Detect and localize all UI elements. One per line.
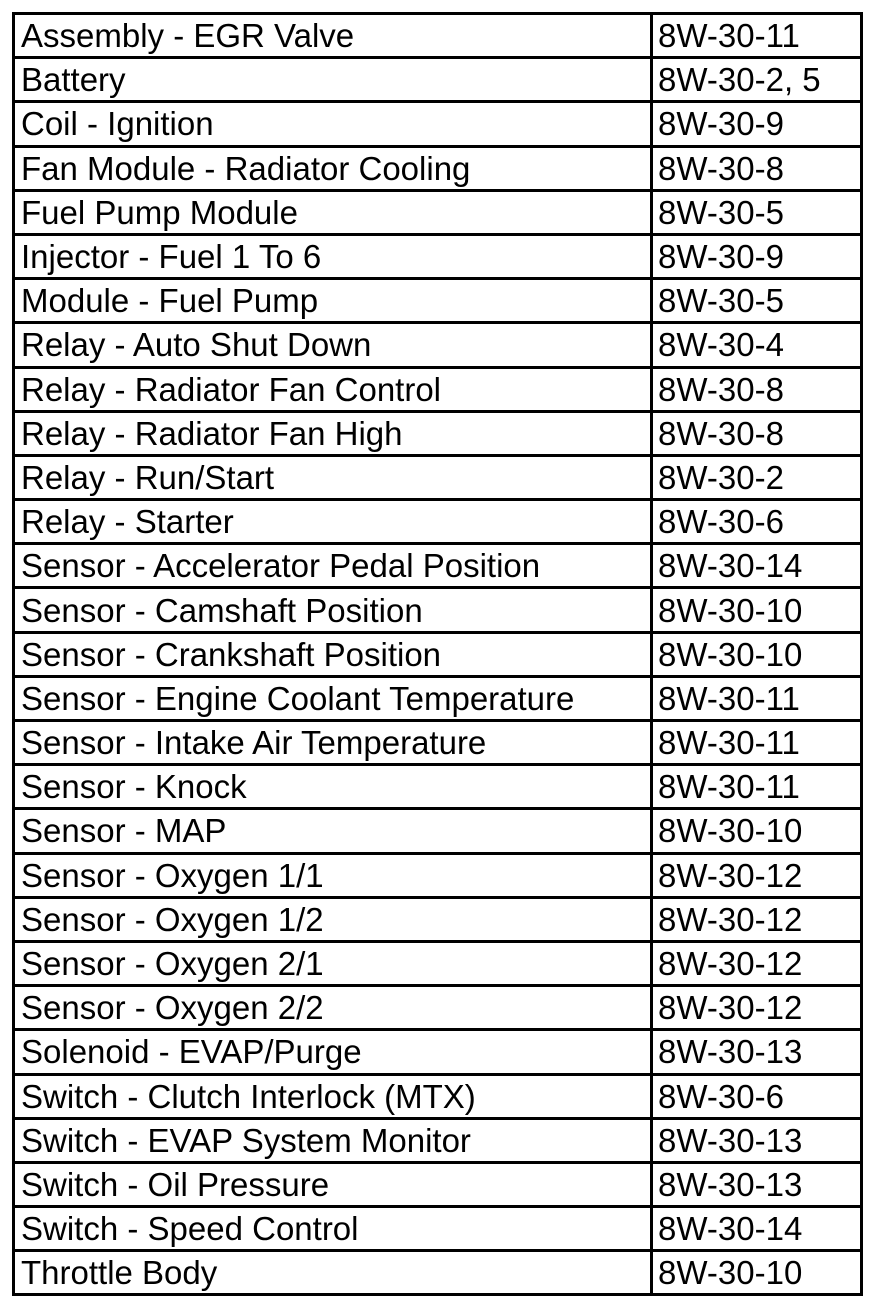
table-row xyxy=(14,1118,862,1162)
table-row xyxy=(14,809,862,853)
component-name-cell: Solenoid - EVAP/Purge xyxy=(14,1030,652,1074)
component-name-cell: Fuel Pump Module xyxy=(14,190,652,234)
page-reference-cell: 8W-30-8 xyxy=(652,146,862,190)
component-name-cell: Sensor - Camshaft Position xyxy=(14,588,652,632)
table-row xyxy=(14,14,862,58)
table-row xyxy=(14,897,862,941)
page-reference-cell: 8W-30-14 xyxy=(652,544,862,588)
component-name-cell: Sensor - Oxygen 1/2 xyxy=(14,897,652,941)
page-reference-cell: 8W-30-13 xyxy=(652,1030,862,1074)
table-row xyxy=(14,765,862,809)
page-reference-cell: 8W-30-11 xyxy=(652,676,862,720)
component-name-cell: Coil - Ignition xyxy=(14,102,652,146)
page-reference-cell: 8W-30-8 xyxy=(652,411,862,455)
page-reference-cell: 8W-30-10 xyxy=(652,809,862,853)
page-reference-cell: 8W-30-5 xyxy=(652,279,862,323)
component-name-cell: Sensor - Accelerator Pedal Position xyxy=(14,544,652,588)
table-row xyxy=(14,544,862,588)
page-reference-cell: 8W-30-4 xyxy=(652,323,862,367)
table-row xyxy=(14,500,862,544)
table-row xyxy=(14,986,862,1030)
component-name-cell: Sensor - Oxygen 1/1 xyxy=(14,853,652,897)
component-name-cell: Relay - Auto Shut Down xyxy=(14,323,652,367)
table-row xyxy=(14,367,862,411)
component-name-cell: Switch - Speed Control xyxy=(14,1207,652,1251)
component-name-cell: Switch - EVAP System Monitor xyxy=(14,1118,652,1162)
page-reference-cell: 8W-30-14 xyxy=(652,1207,862,1251)
table-row xyxy=(14,632,862,676)
table-row xyxy=(14,1207,862,1251)
table-row xyxy=(14,1030,862,1074)
page-reference-cell: 8W-30-9 xyxy=(652,234,862,278)
page-reference-cell: 8W-30-12 xyxy=(652,941,862,985)
table-row xyxy=(14,234,862,278)
page-reference-cell: 8W-30-6 xyxy=(652,1074,862,1118)
component-name-cell: Sensor - MAP xyxy=(14,809,652,853)
page-reference-cell: 8W-30-13 xyxy=(652,1118,862,1162)
table-row xyxy=(14,279,862,323)
table-row xyxy=(14,588,862,632)
page-reference-cell: 8W-30-5 xyxy=(652,190,862,234)
component-name-cell: Switch - Oil Pressure xyxy=(14,1162,652,1206)
component-name-cell: Throttle Body xyxy=(14,1251,652,1295)
table-body xyxy=(14,14,862,1295)
component-name-cell: Module - Fuel Pump xyxy=(14,279,652,323)
page-reference-cell: 8W-30-6 xyxy=(652,500,862,544)
page-reference-cell: 8W-30-12 xyxy=(652,897,862,941)
page-reference-cell: 8W-30-11 xyxy=(652,765,862,809)
page-reference-cell: 8W-30-9 xyxy=(652,102,862,146)
component-index-table xyxy=(12,12,863,1296)
table-row xyxy=(14,455,862,499)
page-reference-cell: 8W-30-13 xyxy=(652,1162,862,1206)
component-name-cell: Sensor - Engine Coolant Temperature xyxy=(14,676,652,720)
table-row xyxy=(14,323,862,367)
component-name-cell: Relay - Run/Start xyxy=(14,455,652,499)
component-name-cell: Sensor - Crankshaft Position xyxy=(14,632,652,676)
table-row xyxy=(14,1074,862,1118)
table-row xyxy=(14,1251,862,1295)
page-reference-cell: 8W-30-2 xyxy=(652,455,862,499)
page-reference-cell: 8W-30-12 xyxy=(652,853,862,897)
component-name-cell: Injector - Fuel 1 To 6 xyxy=(14,234,652,278)
component-name-cell: Sensor - Knock xyxy=(14,765,652,809)
page-reference-cell: 8W-30-11 xyxy=(652,721,862,765)
component-name-cell: Battery xyxy=(14,58,652,102)
table-row xyxy=(14,721,862,765)
component-name-cell: Sensor - Intake Air Temperature xyxy=(14,721,652,765)
table-row xyxy=(14,1162,862,1206)
page-reference-cell: 8W-30-10 xyxy=(652,1251,862,1295)
table-row xyxy=(14,941,862,985)
component-name-cell: Fan Module - Radiator Cooling xyxy=(14,146,652,190)
page-reference-cell: 8W-30-11 xyxy=(652,14,862,58)
table-row xyxy=(14,853,862,897)
table-row xyxy=(14,190,862,234)
table-row xyxy=(14,102,862,146)
page-reference-cell: 8W-30-8 xyxy=(652,367,862,411)
component-name-cell: Assembly - EGR Valve xyxy=(14,14,652,58)
component-name-cell: Sensor - Oxygen 2/1 xyxy=(14,941,652,985)
page-reference-cell: 8W-30-12 xyxy=(652,986,862,1030)
component-name-cell: Relay - Starter xyxy=(14,500,652,544)
table-row xyxy=(14,676,862,720)
page-reference-cell: 8W-30-2, 5 xyxy=(652,58,862,102)
component-name-cell: Relay - Radiator Fan High xyxy=(14,411,652,455)
page-reference-cell: 8W-30-10 xyxy=(652,588,862,632)
component-name-cell: Sensor - Oxygen 2/2 xyxy=(14,986,652,1030)
component-name-cell: Relay - Radiator Fan Control xyxy=(14,367,652,411)
table-row xyxy=(14,146,862,190)
table-row xyxy=(14,411,862,455)
table-row xyxy=(14,58,862,102)
component-name-cell: Switch - Clutch Interlock (MTX) xyxy=(14,1074,652,1118)
page-reference-cell: 8W-30-10 xyxy=(652,632,862,676)
